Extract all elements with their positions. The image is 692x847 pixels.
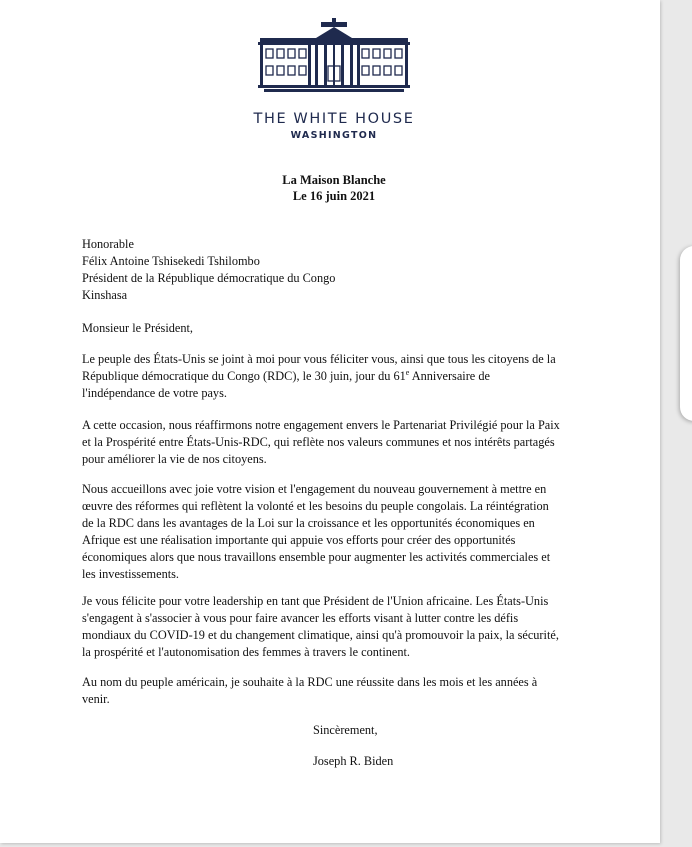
paragraph-3-line: Afrique est une réalisation importante qui appuie vos efforts pour créer des opportunités xyxy=(82,533,516,547)
paragraph-4-line: mondiaux du COVID-19 et du changement climatique, ainsi qu'à promouvoir la paix, la sécurité, xyxy=(82,628,559,642)
address-position: Président de la République démocratique du Congo xyxy=(82,271,336,285)
paragraph-1-line: l'indépendance de votre pays. xyxy=(82,386,227,400)
paragraph-2-line: A cette occasion, nous réaffirmons notre engagement envers le Partenariat Privilégié pour la Paix xyxy=(82,418,560,432)
address-title: Honorable xyxy=(82,237,134,251)
paragraph-5-line: venir. xyxy=(82,692,110,706)
ordinal-superscript: e xyxy=(405,367,410,377)
white-house-building-logo xyxy=(258,18,410,92)
paragraph-1-text: République démocratique du Congo (RDC), le 30 juin, jour du 61 xyxy=(82,369,406,383)
paragraph-3-line: économiques alors que nous travaillons ensemble pour augmenter les activités commerciales et xyxy=(82,550,551,564)
paragraph-3-line: Nous accueillons avec joie votre vision et l'engagement du nouveau gouvernement à mettre en xyxy=(82,482,547,496)
address-city: Kinshasa xyxy=(82,288,128,302)
paragraph-5-line: Au nom du peuple américain, je souhaite à la RDC une réussite dans les mois et les années à xyxy=(82,675,538,689)
paragraph-2-line: et la Prospérité entre États-Unis-RDC, qui reflète nos valeurs communes et nos intérêts partagés xyxy=(82,435,555,449)
paragraph-1-text: Anniversaire de xyxy=(409,369,490,383)
paragraph-3-line: œuvre des réformes qui reflètent la volonté et les besoins du peuple congolais. La réintégration xyxy=(82,499,549,513)
side-panel-tab[interactable] xyxy=(680,246,692,421)
greeting: Monsieur le Président, xyxy=(82,321,193,335)
paragraph-3-line: de la RDC dans les avantages de la Loi sur la croissance et les opportunités économiques en xyxy=(82,516,535,530)
letterhead-name: THE WHITE HOUSE xyxy=(253,111,415,127)
paragraph-3-line: les investissements. xyxy=(82,567,180,581)
paragraph-4-line: Je vous félicite pour votre leadership en tant que Président de l'Union africaine. Les États-Unis xyxy=(82,594,549,608)
paragraph-2-line: pour améliorer la vie de nos citoyens. xyxy=(82,452,267,466)
signature-name: Joseph R. Biden xyxy=(313,754,394,768)
address-name: Félix Antoine Tshisekedi Tshilombo xyxy=(82,254,260,268)
paragraph-1-line xyxy=(82,368,582,385)
letter-date: Le 16 juin 2021 xyxy=(292,189,376,203)
header-organization: La Maison Blanche xyxy=(282,173,386,187)
paragraph-4-line: s'engagent à s'associer à vous pour faire avancer les efforts visant à lutter contre les défis xyxy=(82,611,519,625)
letterhead-subtitle: WASHINGTON xyxy=(290,130,378,141)
closing: Sincèrement, xyxy=(313,723,378,737)
paragraph-1-line: Le peuple des États-Unis se joint à moi pour vous féliciter vous, ainsi que tous les citoyens de la xyxy=(82,352,556,366)
paragraph-4-line: la prospérité et l'autonomisation des femmes à travers le continent. xyxy=(82,645,410,659)
